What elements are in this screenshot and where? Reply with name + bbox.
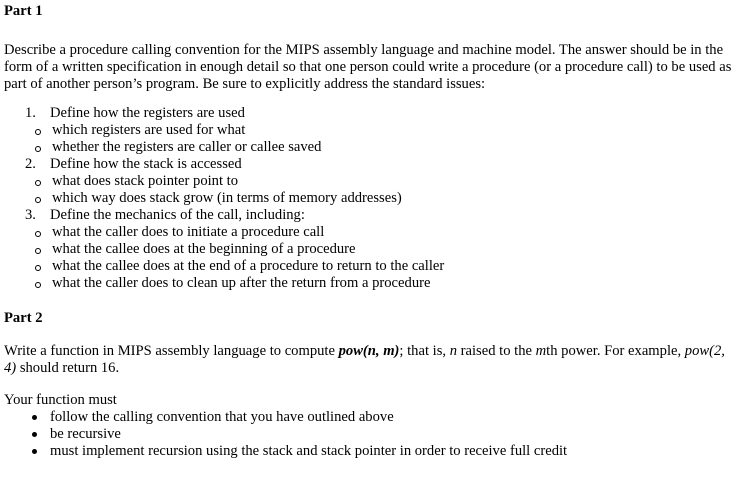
part2-intro: Write a function in MIPS assembly language to compute pow(n, m); that is, n raised to the mth power. For example, pow(2, 4) should return 16. bbox=[4, 343, 725, 376]
bullet-icon bbox=[32, 415, 37, 420]
circle-bullet-icon bbox=[35, 197, 41, 203]
sub-list-item: what the caller does to initiate a procedure call bbox=[4, 224, 732, 241]
sub-list-item: what the caller does to clean up after the return from a procedure bbox=[4, 275, 732, 292]
part1-item-3 bbox=[4, 207, 732, 224]
sub-list-item: which way does stack grow (in terms of memory addresses) bbox=[4, 190, 732, 207]
function-signature: pow(n, m) bbox=[338, 343, 400, 359]
item-number: 2. bbox=[25, 156, 36, 172]
part1-heading: Part 1 bbox=[4, 3, 43, 19]
part2-bullet-list bbox=[4, 409, 732, 460]
sub-list-item: what the callee does at the end of a procedure to return to the caller bbox=[4, 258, 732, 275]
example-call: pow(2, 4) bbox=[4, 343, 725, 376]
item-text: Define how the stack is accessed bbox=[50, 156, 242, 172]
item-number: 3. bbox=[25, 207, 36, 223]
part1-subitem bbox=[4, 122, 732, 156]
part2-heading: Part 2 bbox=[4, 310, 43, 326]
part1-item-2 bbox=[4, 156, 732, 173]
circle-bullet-icon bbox=[35, 146, 41, 152]
part1-subitem bbox=[4, 173, 732, 207]
bullet-icon bbox=[32, 432, 37, 437]
part1-intro: Describe a procedure calling convention for the MIPS assembly language and machine model. The answer should be in the form of a written specification in enough detail so that one person could write a procedure (or a procedure call) to be used as part of another person’s program. Be sure to explicitly address the standard issues: bbox=[4, 42, 732, 92]
part1-subitem bbox=[4, 224, 732, 292]
item-text: Define the mechanics of the call, including: bbox=[50, 207, 305, 223]
sub-list-item: what does stack pointer point to bbox=[4, 173, 732, 190]
variable-n: n bbox=[449, 343, 457, 359]
sub-list-item: what the callee does at the beginning of a procedure bbox=[4, 241, 732, 258]
part2-must-label: Your function must bbox=[4, 392, 117, 408]
bullet-item: must implement recursion using the stack and stack pointer in order to receive full credit bbox=[4, 443, 732, 460]
sub-list-item: whether the registers are caller or callee saved bbox=[4, 139, 732, 156]
bullet-item: be recursive bbox=[4, 426, 732, 443]
item-number: 1. bbox=[25, 105, 36, 121]
document bbox=[4, 3, 732, 460]
circle-bullet-icon bbox=[35, 265, 41, 271]
part1-item-1 bbox=[4, 105, 732, 122]
circle-bullet-icon bbox=[35, 282, 41, 288]
circle-bullet-icon bbox=[35, 129, 41, 135]
circle-bullet-icon bbox=[35, 248, 41, 254]
part1-numbered-list bbox=[4, 105, 732, 292]
bullet-icon bbox=[32, 449, 37, 454]
circle-bullet-icon bbox=[35, 180, 41, 186]
variable-m: m bbox=[535, 343, 547, 359]
bullet-item: follow the calling convention that you have outlined above bbox=[4, 409, 732, 426]
sub-list-item: which registers are used for what bbox=[4, 122, 732, 139]
item-text: Define how the registers are used bbox=[50, 105, 245, 121]
circle-bullet-icon bbox=[35, 231, 41, 237]
